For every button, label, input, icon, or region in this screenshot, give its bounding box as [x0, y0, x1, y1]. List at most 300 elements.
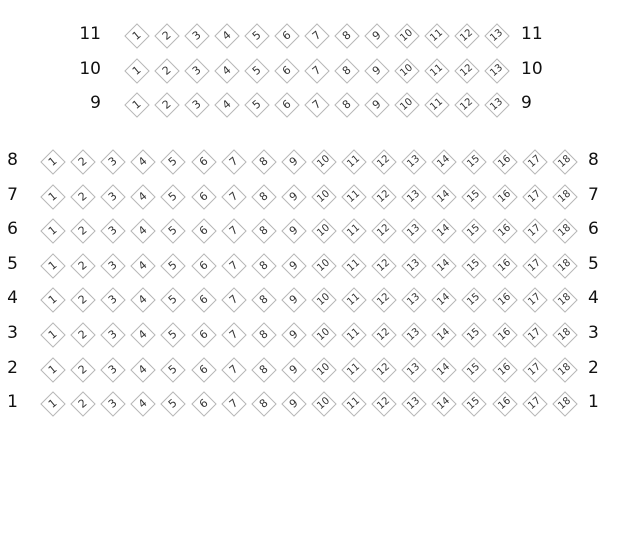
seat-number: 3	[106, 223, 120, 239]
seat-diamond-icon	[131, 322, 156, 347]
seat-button[interactable]	[432, 150, 456, 174]
seat-button[interactable]	[161, 358, 185, 382]
seat-diamond-icon	[462, 218, 487, 243]
seat-diamond-icon	[371, 218, 396, 243]
seat-number: 3	[106, 361, 120, 377]
seat-button[interactable]	[41, 219, 65, 243]
seat-button[interactable]	[342, 392, 366, 416]
row-label-right: 5	[588, 253, 599, 274]
seat-button[interactable]	[161, 392, 185, 416]
seat-button[interactable]	[402, 288, 426, 312]
seat-diamond-icon	[40, 322, 65, 347]
seat-button[interactable]	[71, 219, 95, 243]
seat-button[interactable]	[185, 24, 209, 48]
seat-diamond-icon	[281, 218, 306, 243]
seat-button[interactable]	[252, 185, 276, 209]
row-label-right: 4	[588, 288, 599, 309]
seat-button[interactable]	[523, 288, 547, 312]
seat-button[interactable]	[305, 93, 329, 117]
seat-button[interactable]	[335, 24, 359, 48]
seat-diamond-icon	[251, 288, 276, 313]
seat-button[interactable]	[282, 323, 306, 347]
seat-button[interactable]	[425, 24, 449, 48]
seat-button[interactable]	[372, 185, 396, 209]
seat-button[interactable]	[312, 254, 336, 278]
seat-button[interactable]	[101, 185, 125, 209]
seat-button[interactable]	[425, 59, 449, 83]
seat-number: 14	[435, 291, 453, 309]
seat-button[interactable]	[342, 254, 366, 278]
seat-button[interactable]	[222, 392, 246, 416]
seat-diamond-icon	[311, 288, 336, 313]
seat-number: 10	[398, 61, 416, 79]
seat-button[interactable]	[41, 323, 65, 347]
seat-button[interactable]	[462, 254, 486, 278]
seat-button[interactable]	[485, 93, 509, 117]
row-label-right: 2	[588, 357, 599, 378]
seat-diamond-icon	[281, 253, 306, 278]
seat-button[interactable]	[125, 93, 149, 117]
seat-button[interactable]	[131, 288, 155, 312]
seat-diamond-icon	[40, 357, 65, 382]
seat-number: 12	[375, 187, 393, 205]
seat-button[interactable]	[155, 24, 179, 48]
seat-button[interactable]	[455, 93, 479, 117]
seat-button[interactable]	[553, 150, 577, 174]
seat-button[interactable]	[161, 323, 185, 347]
seat-button[interactable]	[462, 392, 486, 416]
seat-diamond-icon	[552, 357, 577, 382]
seat-button[interactable]	[252, 323, 276, 347]
seat-number: 11	[345, 257, 363, 274]
seat-button[interactable]	[161, 185, 185, 209]
seat-button[interactable]	[131, 323, 155, 347]
seat-number: 12	[375, 326, 393, 343]
seat-button[interactable]	[425, 93, 449, 117]
seat-button[interactable]	[192, 219, 216, 243]
seat-button[interactable]	[523, 323, 547, 347]
seat-number: 6	[279, 62, 294, 78]
seat-button[interactable]	[402, 219, 426, 243]
seat-number: 15	[465, 153, 483, 170]
seat-button[interactable]	[185, 93, 209, 117]
seat-button[interactable]	[553, 323, 577, 347]
seat-diamond-icon	[191, 218, 216, 243]
seat-number: 11	[345, 153, 363, 170]
seat-button[interactable]	[372, 392, 396, 416]
seat-diamond-icon	[221, 391, 246, 416]
seat-diamond-icon	[552, 184, 577, 209]
seat-number: 12	[458, 27, 476, 44]
seat-diamond-icon	[311, 357, 336, 382]
seat-diamond-icon	[492, 253, 517, 278]
seat-diamond-icon	[462, 149, 487, 174]
seat-button[interactable]	[312, 323, 336, 347]
seat-button[interactable]	[432, 392, 456, 416]
seat-diamond-icon	[492, 184, 517, 209]
seat-button[interactable]	[485, 59, 509, 83]
seat-diamond-icon	[492, 322, 517, 347]
seat-button[interactable]	[402, 254, 426, 278]
seat-number: 9	[286, 327, 301, 342]
seat-button[interactable]	[395, 59, 419, 83]
seat-number: 11	[428, 27, 446, 44]
seat-button[interactable]	[101, 254, 125, 278]
seat-button[interactable]	[493, 185, 517, 209]
seat-button[interactable]	[71, 323, 95, 347]
seat-button[interactable]	[523, 254, 547, 278]
seat-button[interactable]	[252, 254, 276, 278]
seat-button[interactable]	[553, 185, 577, 209]
seat-button[interactable]	[372, 219, 396, 243]
seat-number: 3	[106, 396, 120, 412]
seat-number: 15	[465, 360, 483, 378]
seat-diamond-icon	[311, 184, 336, 209]
seat-diamond-icon	[311, 322, 336, 347]
seat-button[interactable]	[101, 358, 125, 382]
seat-button[interactable]	[462, 288, 486, 312]
seat-button[interactable]	[252, 392, 276, 416]
seat-number: 17	[525, 326, 543, 343]
seat-number: 16	[495, 257, 513, 274]
row-label-left: 3	[7, 323, 18, 343]
seat-button[interactable]	[395, 24, 419, 48]
seat-diamond-icon	[191, 253, 216, 278]
seat-button[interactable]	[493, 358, 517, 382]
seat-button[interactable]	[493, 392, 517, 416]
seat-number: 11	[345, 395, 363, 413]
seat-button[interactable]	[282, 185, 306, 209]
seat-diamond-icon	[191, 391, 216, 416]
seat-number: 17	[525, 153, 543, 170]
seat-button[interactable]	[185, 59, 209, 83]
seat-button[interactable]	[41, 392, 65, 416]
seat-button[interactable]	[131, 185, 155, 209]
seat-number: 7	[226, 327, 241, 342]
seat-button[interactable]	[432, 185, 456, 209]
seat-number: 10	[315, 153, 332, 170]
seat-number: 9	[369, 62, 384, 78]
seat-number: 9	[286, 223, 301, 239]
seat-button[interactable]	[372, 150, 396, 174]
seat-button[interactable]	[342, 288, 366, 312]
seat-button[interactable]	[523, 219, 547, 243]
seat-button[interactable]	[252, 219, 276, 243]
seat-button[interactable]	[432, 254, 456, 278]
seat-button[interactable]	[282, 150, 306, 174]
seat-button[interactable]	[222, 219, 246, 243]
seat-button[interactable]	[222, 150, 246, 174]
seat-button[interactable]	[365, 93, 389, 117]
seat-button[interactable]	[41, 150, 65, 174]
seat-button[interactable]	[493, 288, 517, 312]
seat-button[interactable]	[312, 185, 336, 209]
seat-button[interactable]	[402, 358, 426, 382]
seat-button[interactable]	[71, 185, 95, 209]
seat-button[interactable]	[305, 59, 329, 83]
seat-diamond-icon	[221, 218, 246, 243]
seat-button[interactable]	[372, 323, 396, 347]
seat-button[interactable]	[192, 150, 216, 174]
seat-button[interactable]	[275, 24, 299, 48]
seat-diamond-icon	[341, 253, 366, 278]
seat-number: 15	[465, 395, 483, 413]
seat-diamond-icon	[401, 357, 426, 382]
seat-button[interactable]	[282, 392, 306, 416]
seat-button[interactable]	[553, 219, 577, 243]
seat-button[interactable]	[131, 150, 155, 174]
seat-diamond-icon	[462, 391, 487, 416]
seat-button[interactable]	[553, 254, 577, 278]
seat-button[interactable]	[71, 288, 95, 312]
seat-button[interactable]	[402, 185, 426, 209]
seat-number: 14	[435, 222, 453, 240]
seat-number: 2	[75, 154, 90, 169]
seat-diamond-icon	[341, 218, 366, 243]
seat-button[interactable]	[161, 288, 185, 312]
seat-number: 18	[555, 326, 573, 343]
seat-button[interactable]	[312, 150, 336, 174]
seat-button[interactable]	[432, 288, 456, 312]
seat-button[interactable]	[282, 254, 306, 278]
seat-button[interactable]	[192, 323, 216, 347]
seat-number: 9	[369, 97, 384, 112]
seat-button[interactable]	[245, 59, 269, 83]
seat-diamond-icon	[161, 391, 186, 416]
seat-number: 6	[196, 188, 211, 204]
seat-button[interactable]	[485, 24, 509, 48]
seat-number: 13	[405, 187, 423, 205]
seat-button[interactable]	[192, 254, 216, 278]
seat-button[interactable]	[252, 150, 276, 174]
seat-number: 8	[339, 62, 354, 78]
seat-button[interactable]	[455, 24, 479, 48]
seat-diamond-icon	[552, 218, 577, 243]
seat-button[interactable]	[71, 392, 95, 416]
seat-diamond-icon	[364, 58, 389, 83]
seat-button[interactable]	[305, 24, 329, 48]
seat-button[interactable]	[462, 219, 486, 243]
seat-button[interactable]	[493, 150, 517, 174]
seat-button[interactable]	[215, 59, 239, 83]
seat-number: 9	[286, 292, 301, 308]
seat-button[interactable]	[161, 150, 185, 174]
seat-number: 16	[495, 222, 513, 240]
seat-button[interactable]	[131, 358, 155, 382]
seat-number: 1	[45, 396, 60, 412]
seat-number: 5	[166, 292, 180, 308]
seat-button[interactable]	[125, 59, 149, 83]
seat-diamond-icon	[154, 58, 179, 83]
seat-number: 9	[286, 361, 301, 377]
seat-number: 4	[219, 97, 234, 112]
seat-button[interactable]	[192, 392, 216, 416]
seat-button[interactable]	[41, 358, 65, 382]
seat-diamond-icon	[70, 184, 95, 209]
seat-button[interactable]	[432, 358, 456, 382]
seat-diamond-icon	[40, 391, 65, 416]
seat-number: 8	[256, 292, 271, 308]
seat-button[interactable]	[192, 358, 216, 382]
seat-button[interactable]	[125, 24, 149, 48]
seat-button[interactable]	[222, 254, 246, 278]
seat-number: 13	[405, 153, 423, 170]
seat-diamond-icon	[221, 149, 246, 174]
seat-button[interactable]	[252, 358, 276, 382]
seat-button[interactable]	[71, 150, 95, 174]
seat-button[interactable]	[41, 288, 65, 312]
seat-diamond-icon	[131, 288, 156, 313]
seat-button[interactable]	[342, 358, 366, 382]
seat-button[interactable]	[222, 288, 246, 312]
seat-number: 12	[375, 360, 393, 378]
seat-number: 14	[435, 257, 453, 274]
seat-diamond-icon	[274, 23, 299, 48]
seat-button[interactable]	[395, 93, 419, 117]
seat-button[interactable]	[372, 358, 396, 382]
seat-button[interactable]	[493, 254, 517, 278]
seat-button[interactable]	[192, 185, 216, 209]
seat-button[interactable]	[222, 323, 246, 347]
seat-button[interactable]	[462, 358, 486, 382]
seat-button[interactable]	[101, 323, 125, 347]
seat-button[interactable]	[155, 93, 179, 117]
seat-button[interactable]	[245, 24, 269, 48]
seat-button[interactable]	[215, 24, 239, 48]
seat-button[interactable]	[365, 59, 389, 83]
seat-button[interactable]	[245, 93, 269, 117]
seat-button[interactable]	[312, 219, 336, 243]
seat-button[interactable]	[462, 323, 486, 347]
seat-button[interactable]	[312, 358, 336, 382]
seat-diamond-icon	[492, 391, 517, 416]
seat-number: 4	[136, 154, 150, 169]
seat-button[interactable]	[342, 219, 366, 243]
seat-number: 4	[219, 62, 234, 78]
seat-button[interactable]	[161, 254, 185, 278]
seat-diamond-icon	[432, 218, 457, 243]
seat-number: 11	[345, 222, 363, 240]
seat-button[interactable]	[402, 150, 426, 174]
seat-number: 15	[465, 222, 483, 240]
seat-diamond-icon	[100, 218, 125, 243]
seat-number: 10	[315, 360, 332, 378]
seat-button[interactable]	[161, 219, 185, 243]
seat-number: 5	[166, 361, 180, 377]
seat-button[interactable]	[312, 288, 336, 312]
seat-button[interactable]	[312, 392, 336, 416]
seat-button[interactable]	[192, 288, 216, 312]
seat-diamond-icon	[394, 23, 419, 48]
seat-number: 12	[375, 222, 393, 240]
seat-button[interactable]	[402, 392, 426, 416]
seat-button[interactable]	[222, 358, 246, 382]
seat-button[interactable]	[493, 219, 517, 243]
seat-number: 7	[226, 258, 241, 273]
seat-diamond-icon	[552, 322, 577, 347]
seat-number: 1	[45, 223, 60, 239]
seat-button[interactable]	[342, 185, 366, 209]
seat-button[interactable]	[275, 59, 299, 83]
seat-button[interactable]	[101, 150, 125, 174]
seat-button[interactable]	[101, 219, 125, 243]
seat-diamond-icon	[522, 149, 547, 174]
seat-button[interactable]	[372, 288, 396, 312]
seat-diamond-icon	[70, 391, 95, 416]
seat-diamond-icon	[484, 58, 509, 83]
seat-button[interactable]	[282, 219, 306, 243]
seat-button[interactable]	[342, 323, 366, 347]
seat-button[interactable]	[275, 93, 299, 117]
seat-button[interactable]	[131, 392, 155, 416]
seat-button[interactable]	[41, 254, 65, 278]
seat-button[interactable]	[282, 358, 306, 382]
seat-button[interactable]	[71, 358, 95, 382]
seat-button[interactable]	[342, 150, 366, 174]
seat-button[interactable]	[462, 185, 486, 209]
seat-button[interactable]	[71, 254, 95, 278]
seat-number: 15	[465, 291, 483, 309]
seat-button[interactable]	[101, 392, 125, 416]
seat-number: 9	[286, 258, 301, 273]
seat-button[interactable]	[523, 185, 547, 209]
seat-button[interactable]	[372, 254, 396, 278]
seat-button[interactable]	[101, 288, 125, 312]
seat-diamond-icon	[281, 149, 306, 174]
seat-diamond-icon	[341, 149, 366, 174]
seat-number: 18	[555, 187, 573, 205]
seat-diamond-icon	[70, 218, 95, 243]
seat-number: 8	[256, 396, 271, 412]
seat-button[interactable]	[432, 219, 456, 243]
seat-button[interactable]	[523, 150, 547, 174]
seat-button[interactable]	[131, 254, 155, 278]
row-label-right: 11	[521, 24, 543, 44]
seat-button[interactable]	[493, 323, 517, 347]
seat-number: 13	[405, 257, 423, 274]
seat-button[interactable]	[131, 219, 155, 243]
seat-button[interactable]	[252, 288, 276, 312]
seat-diamond-icon	[492, 149, 517, 174]
seat-button[interactable]	[365, 24, 389, 48]
seat-button[interactable]	[553, 358, 577, 382]
seat-diamond-icon	[401, 253, 426, 278]
seat-button[interactable]	[335, 59, 359, 83]
seat-button[interactable]	[282, 288, 306, 312]
seat-button[interactable]	[335, 93, 359, 117]
seat-button[interactable]	[553, 392, 577, 416]
seat-number: 11	[428, 61, 446, 79]
seat-button[interactable]	[155, 59, 179, 83]
seat-button[interactable]	[462, 150, 486, 174]
seat-button[interactable]	[41, 185, 65, 209]
seat-number: 5	[249, 97, 264, 112]
seat-diamond-icon	[191, 288, 216, 313]
seat-diamond-icon	[432, 357, 457, 382]
seat-number: 5	[249, 28, 264, 43]
seat-button[interactable]	[455, 59, 479, 83]
seat-button[interactable]	[432, 323, 456, 347]
seat-button[interactable]	[553, 288, 577, 312]
seat-diamond-icon	[394, 92, 419, 117]
seat-number: 3	[189, 62, 204, 78]
seat-button[interactable]	[523, 392, 547, 416]
seat-number: 10	[315, 257, 332, 274]
seat-button[interactable]	[523, 358, 547, 382]
seat-button[interactable]	[215, 93, 239, 117]
seat-button[interactable]	[222, 185, 246, 209]
seat-button[interactable]	[402, 323, 426, 347]
